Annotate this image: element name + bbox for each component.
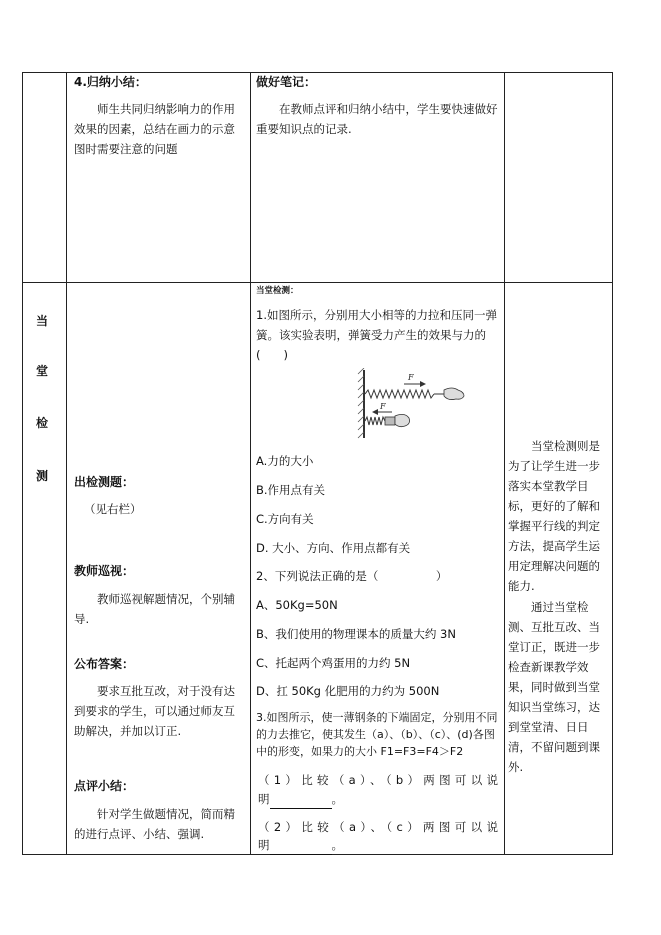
q2-option-c: C、托起两个鸡蛋用的力约 5N — [256, 656, 411, 670]
q3-part-2-period: 。 — [331, 838, 343, 852]
force-label-top: F — [408, 373, 414, 382]
q1-option-a: A.力的大小 — [256, 454, 314, 468]
col-border-5 — [612, 72, 613, 855]
q2-option-d: D、扛 50Kg 化肥用的力约为 500N — [256, 684, 440, 698]
q3-part-2-prefix: 明 — [258, 838, 270, 852]
question-1: 1.如图所示，分别用大小相等的力拉和压同一弹簧。该实验表明，弹簧受力产生的效果与力的( ) — [256, 308, 497, 362]
review-body: 针对学生做题情况，简而精的进行点评、小结、强调. — [74, 807, 235, 841]
question-3: 3.如图所示，使一薄钢条的下端固定，分别用不同的力去推它，使其发生（a）、（b）、（c）、(d)各图中的形变，如果力的大小 F1=F3=F4＞F2 — [256, 711, 498, 758]
q3-part-1-blank[interactable] — [270, 796, 332, 809]
q1-option-b: B.作用点有关 — [256, 483, 326, 497]
side-label-char-2: 堂 — [36, 364, 49, 378]
side-label-char-3: 检 — [36, 416, 49, 430]
notes-body: 在教师点评和归纳小结中，学生要快速做好重要知识点的记录. — [256, 102, 498, 136]
design-intent-1: 当堂检测则是为了让学生进一步落实本堂教学目标，更好的了解和掌握平行线的判定方法，提高学生运用定理解决问题的能力. — [508, 439, 600, 593]
notes-heading: 做好笔记： — [256, 75, 317, 89]
issue-test-heading: 出检测题： — [74, 475, 135, 489]
answers-body: 要求互批互改，对于没有达到要求的学生，可以通过师友互助解决，并加以订正. — [74, 684, 235, 738]
issue-test-body: （见右栏） — [84, 502, 142, 516]
q3-part-2-blank[interactable] — [270, 842, 332, 855]
answers-heading: 公布答案： — [74, 657, 135, 671]
spring-experiment-figure — [350, 368, 468, 440]
patrol-body: 教师巡视解题情况，个别辅导. — [74, 592, 235, 626]
summary-body: 师生共同归纳影响力的作用效果的因素，总结在画力的示意图时需要注意的问题 — [74, 102, 235, 156]
side-label-char-4: 测 — [36, 469, 49, 483]
q3-part-1-answer — [258, 789, 343, 809]
summary-heading: 4.归纳小结： — [74, 75, 147, 89]
q2-option-b: B、我们使用的物理课本的质量大约 3N — [256, 627, 456, 641]
col-border-2 — [66, 72, 67, 855]
design-intent-2: 通过当堂检测、互批互改、当堂订正，既进一步检查新课教学效果，同时做到当堂知识当堂练习，达到堂堂清、日日清，不留问题到课外. — [508, 600, 600, 774]
q3-part-2: （2）比较（a）、（c）两图可以说 — [258, 820, 498, 834]
q2-option-a: A、50Kg=50N — [256, 598, 338, 612]
review-heading: 点评小结： — [74, 779, 135, 793]
q1-option-d: D. 大小、方向、作用点都有关 — [256, 541, 411, 555]
spring-figure-svg — [350, 368, 468, 440]
q3-part-1-prefix: 明 — [258, 792, 270, 806]
side-label-char-1: 当 — [36, 314, 49, 328]
col-border-1 — [22, 72, 23, 855]
q3-part-1-period: 。 — [331, 792, 343, 806]
col-border-4 — [504, 72, 505, 855]
force-label-bottom: F — [380, 402, 386, 411]
row-divider — [22, 282, 613, 283]
test-heading: 当堂检测： — [256, 286, 299, 296]
q1-option-c: C.方向有关 — [256, 512, 314, 526]
col-border-3 — [250, 72, 251, 855]
q3-part-1: （1）比较（a）、（b）两图可以说 — [258, 773, 498, 787]
question-2: 2、下列说法正确的是（ ） — [256, 569, 448, 583]
patrol-heading: 教师巡视： — [74, 564, 135, 578]
q3-part-2-answer — [258, 835, 343, 855]
